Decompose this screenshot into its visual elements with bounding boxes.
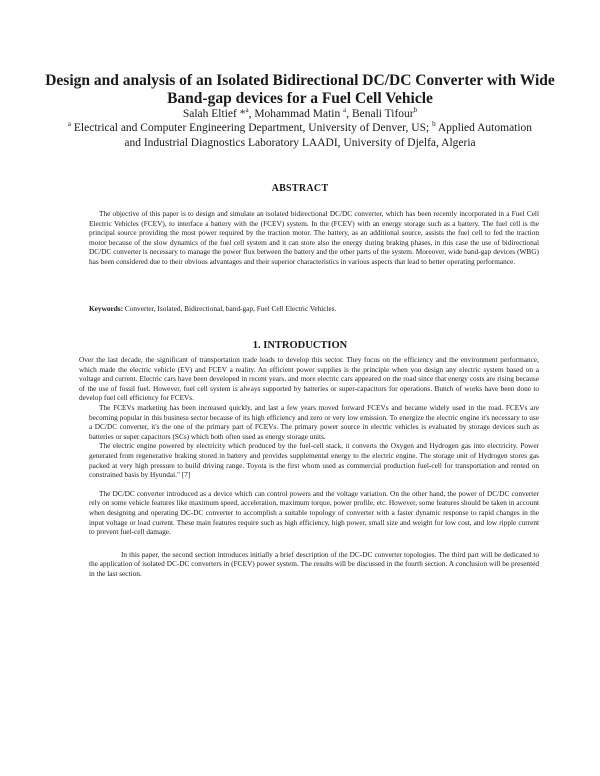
author-3-affil-mark: b [413, 106, 418, 115]
affil-a: Electrical and Computer Engineering Department, University of Denver, US; [73, 122, 430, 134]
abstract-heading: ABSTRACT [271, 183, 329, 194]
section-1-body [79, 355, 539, 578]
author-2-affil-mark: a [343, 106, 347, 115]
affil-b-mark: b [432, 120, 436, 129]
paragraph: The DC/DC converter introduced as a device which can control powers and the voltage variation. On the other hand, the power of DC/DC converter rely on some vehicle features like maximum speed, acceleration, maximum torque, power profile, etc. However, some features should be taken in account when designing and operating DC-DC converter to accomplish a suitable topology of converter with a faster dynamic response to rapid changes in the input voltage or load current. These main features require such as high efficiency, high power, small size and weight for low cost, and low ripple current to prevent fuel-cell damage. [89, 488, 539, 537]
paragraph: Over the last decade, the significant of transportation trade leads to develop this sector. They focus on the efficiency and the environment performance, which made the electric vehicle (EV) and FCEV a reality. An efficient power supplies is the principle when you design any electric system based on a voltage and current. Electric cars have been developed in recent years, and more electric cars appeared on the road since that energy costs are rising because of the use of fossil fuel. However, fuel cell system is always supported by batteries or super-capacitors for operations. Bunch of works have been done to develop fuel cell efficiency for FCEVs. [79, 355, 539, 403]
paragraph: In this paper, the second section introduces initially a brief description of the DC-DC converter topologies. The third part will be dedicated to the application of isolated DC-DC converters in (FCEV) power system. The results will be discussed in the fourth section. A conclusion will be presented in the last section. [89, 549, 539, 578]
keywords-text: Converter, Isolated, Bidirectional, band-gap, Fuel Cell Electric Vehicles. [124, 304, 337, 313]
abstract-text: The objective of this paper is to design and simulate an isolated bidirectional DC/DC converter, which has been recently incorporated in a Fuel Cell Electric Vehicles (FCEV), to interface a battery with the (FCEV) system. In the (FCEV) with an energy storage such as a battery. The fuel cell is the principal source providing the most power required by the traction motor. The battery, as an additional source, assists the fuel cell to fed the traction motor because of the slow dynamics of the fuel cell system and it can store also the energy during braking phases, in this case the use of bidirectional DC/DC converter is necessary to manage the power flux between the battery and the other parts of the system. Moreover, wide band-gap devices (WBG) has been considered due to their obvious advantages and their superior characteristics in various aspects that lead to better operating performance. [89, 209, 539, 266]
paper-title: Design and analysis of an Isolated Bidirectional DC/DC Converter with Wide Band-gap devices for a Fuel Cell Vehicle [45, 72, 555, 107]
affiliations [60, 121, 540, 151]
keywords-label: Keywords: [89, 304, 124, 313]
section-1-heading: 1. INTRODUCTION [252, 340, 348, 351]
author-1: Salah Eltief * [182, 108, 246, 120]
paragraph: The FCEVs marketing has been increased quickly, and last a few years moved forward FCEVs and became widely used in the road. FCEVs are becoming popular in this business sector because of its high efficiency and zero or very low emission. To energize the electric engine it's necessary to use a DC/DC converter, it's the one of the primary part of FCEVs. The primary power source in electric vehicles is evaluated by storage devices such as batteries or super capacitors (SCs) which both often used as energy storage units. [89, 402, 539, 441]
author-2: Mohammad Matin [254, 108, 344, 120]
keywords [89, 304, 539, 314]
author-line: Salah Eltief *$^a$, Mohammad Matin $^a$, Benali Tifour$^b$ [182, 106, 418, 120]
author-3: Benali Tifour [351, 108, 414, 120]
affil-b: Applied Automation and Industrial Diagnostics Laboratory LAADI, University of Djelfa, Algeria [124, 122, 533, 149]
author-1-affil-mark: a [245, 106, 249, 115]
paragraph: The electric engine powered by electricity which produced by the fuel-cell stack, it converts the Oxygen and Hydrogen gas into electricity. Power generated from regenerative braking stored in battery and provides supplemental energy to the electric engine. The storage unit of Hydrogen stores gas packed at very high pressure to build driving range. Toyota is the first whom used as commercial production fuel-cell for transportation and rented on constrained basis by Hyundai." [7] [89, 441, 539, 480]
affil-a-mark: a [67, 120, 72, 129]
